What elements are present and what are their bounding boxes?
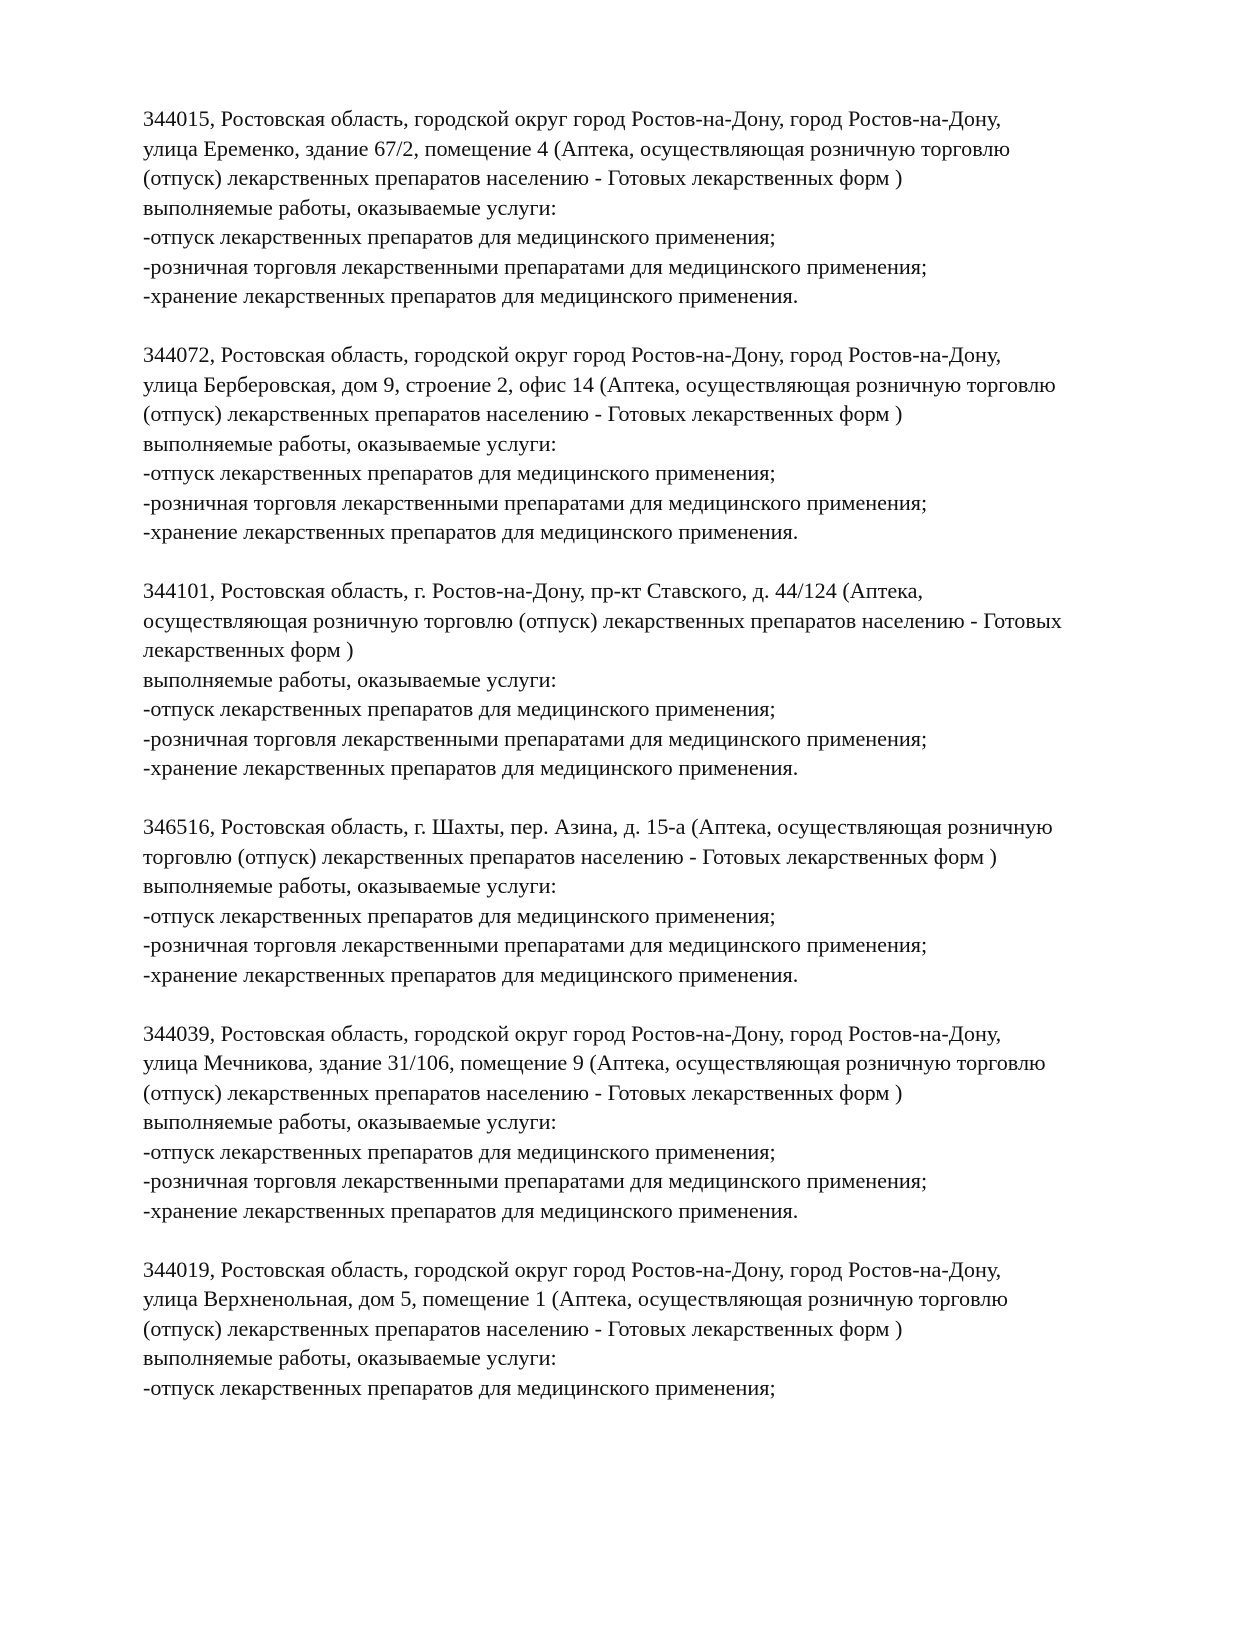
entry-service-item: -отпуск лекарственных препаратов для медицинского применения; xyxy=(143,1138,776,1164)
entry-service-item: -хранение лекарственных препаратов для медицинского применения. xyxy=(143,283,799,308)
entry-service-item: -розничная торговля лекарственными препаратами для медицинского применения; xyxy=(143,932,928,957)
entry-address-line: 344101, Ростовская область, г. Ростов-на-Дону, пр-кт Ставского, д. 44/124 (Аптека, xyxy=(143,578,924,603)
entry-address-line: 346516, Ростовская область, г. Шахты, пер. Азина, д. 15-а (Аптека, осуществляющая розничную xyxy=(143,814,1053,839)
pharmacy-entry-1 xyxy=(143,104,1143,311)
entry-service-item: -розничная торговля лекарственными препаратами для медицинского применения; xyxy=(143,1168,928,1193)
entry-address-line: 344072, Ростовская область, городской округ город Ростов-на-Дону, город Ростов-на-Дону, xyxy=(143,342,1002,367)
entry-services-heading: выполняемые работы, оказываемые услуги: xyxy=(143,1109,557,1134)
entry-service-item: -хранение лекарственных препаратов для медицинского применения. xyxy=(143,755,799,780)
entry-address-line: улица Верхненольная, дом 5, помещение 1 (Аптека, осуществляющая розничную торговлю xyxy=(143,1286,1008,1311)
entry-address-line: 344039, Ростовская область, городской округ город Ростов-на-Дону, город Ростов-на-Дону, xyxy=(143,1020,1002,1046)
entry-address-line: улица Мечникова, здание 31/106, помещение 9 (Аптека, осуществляющая розничную торговлю xyxy=(143,1050,1046,1075)
entry-address-line: лекарственных форм ) xyxy=(143,637,354,662)
entry-service-item: -отпуск лекарственных препаратов для медицинского применения; xyxy=(143,696,776,721)
pharmacy-entry-5 xyxy=(143,1019,1143,1226)
entry-services-heading: выполняемые работы, оказываемые услуги: xyxy=(143,1345,557,1370)
entry-address-line: улица Берберовская, дом 9, строение 2, офис 14 (Аптека, осуществляющая розничную торговлю xyxy=(143,371,1056,397)
entry-address-line: 344019, Ростовская область, городской округ город Ростов-на-Дону, город Ростов-на-Дону, xyxy=(143,1256,1002,1282)
entry-services-heading: выполняемые работы, оказываемые услуги: xyxy=(143,430,557,456)
entry-services-heading: выполняемые работы, оказываемые услуги: xyxy=(143,194,557,220)
entry-address-line: (отпуск) лекарственных препаратов населению - Готовых лекарственных форм ) xyxy=(143,401,903,426)
entry-service-item: -хранение лекарственных препаратов для медицинского применения. xyxy=(143,519,799,544)
entry-services-heading: выполняемые работы, оказываемые услуги: xyxy=(143,873,557,898)
entry-services-heading: выполняемые работы, оказываемые услуги: xyxy=(143,666,557,692)
document-body xyxy=(143,104,1143,1432)
entry-service-item: -отпуск лекарственных препаратов для медицинского применения; xyxy=(143,460,776,485)
entry-address-line: 344015, Ростовская область, городской округ город Ростов-на-Дону, город Ростов-на-Дону, xyxy=(143,106,1002,131)
entry-service-item: -отпуск лекарственных препаратов для медицинского применения; xyxy=(143,902,776,928)
entry-address-line: улица Еременко, здание 67/2, помещение 4 (Аптека, осуществляющая розничную торговлю xyxy=(143,135,1011,161)
entry-address-line: торговлю (отпуск) лекарственных препаратов населению - Готовых лекарственных форм ) xyxy=(143,843,997,869)
entry-address-line: (отпуск) лекарственных препаратов населению - Готовых лекарственных форм ) xyxy=(143,1079,903,1105)
entry-service-item: -розничная торговля лекарственными препаратами для медицинского применения; xyxy=(143,489,928,515)
entry-address-line: осуществляющая розничную торговлю (отпуск) лекарственных препаратов населению - Готовых xyxy=(143,607,1062,633)
entry-address-line: (отпуск) лекарственных препаратов населению - Готовых лекарственных форм ) xyxy=(143,165,903,190)
entry-address-line: (отпуск) лекарственных препаратов населению - Готовых лекарственных форм ) xyxy=(143,1315,903,1341)
entry-service-item: -отпуск лекарственных препаратов для медицинского применения; xyxy=(143,1374,776,1400)
entry-service-item: -отпуск лекарственных препаратов для медицинского применения; xyxy=(143,224,776,249)
entry-service-item: -розничная торговля лекарственными препаратами для медицинского применения; xyxy=(143,725,928,751)
pharmacy-entry-2 xyxy=(143,340,1143,547)
pharmacy-entry-6 xyxy=(143,1255,1143,1403)
pharmacy-entry-4 xyxy=(143,812,1143,989)
entry-service-item: -хранение лекарственных препаратов для медицинского применения. xyxy=(143,961,799,987)
pharmacy-entry-3 xyxy=(143,576,1143,783)
entry-service-item: -розничная торговля лекарственными препаратами для медицинского применения; xyxy=(143,253,928,279)
entry-service-item: -хранение лекарственных препаратов для медицинского применения. xyxy=(143,1197,799,1223)
